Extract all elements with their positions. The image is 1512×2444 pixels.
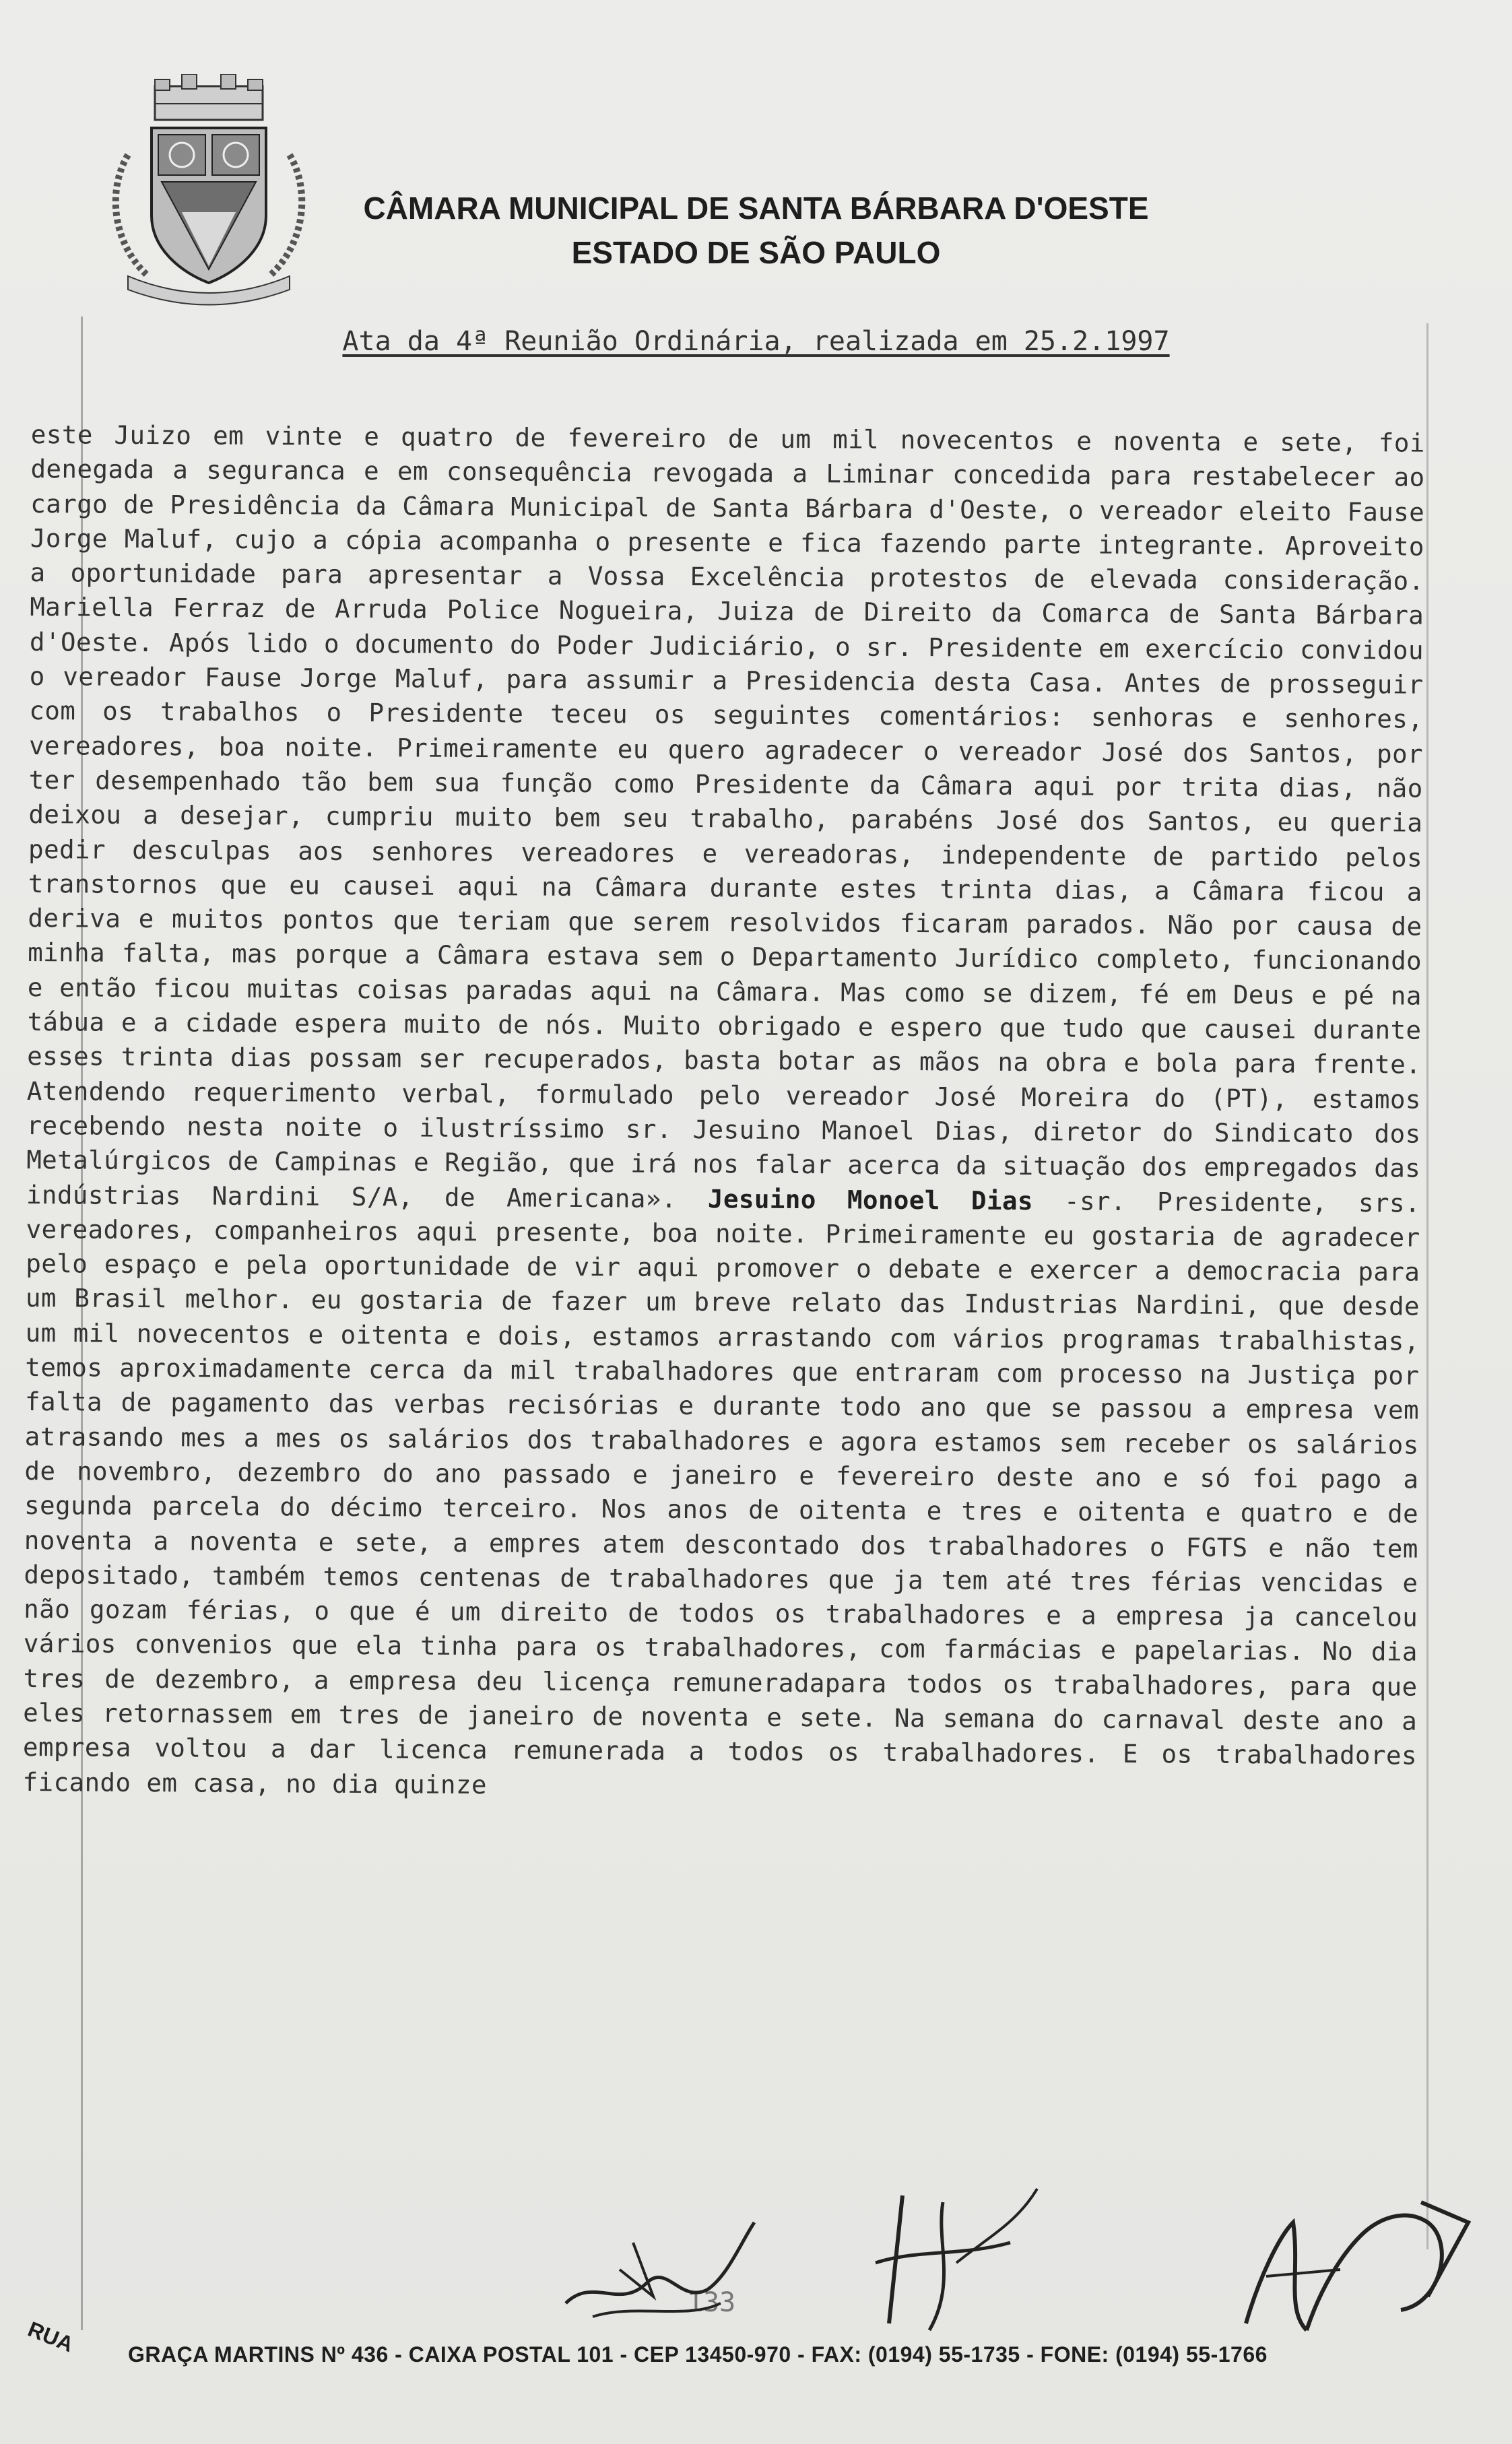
right-margin-line [1426,323,1428,2249]
signature-two [862,2182,1064,2337]
minutes-body [22,418,1424,1808]
speech-text: -sr. Presidente, srs. vereadores, companheiros aqui presente, boa noite. Primeiramente eu gostaria de agradecer pelo espaço e pela oportunidade de vir aqui promover o debate e exercer a democracia para um Brasil melhor. eu gostaria de fazer um breve relato das Industrias Nardini, que desde um mil novecentos e oitenta e dois, estamos arrastando com vários programas trabalhistas, temos aproximadamente cerca da mil trabalhadores que entraram com processo na Justiça por falta de pagamento das verbas recisórias e durante todo ano que se passou a empresa vem atrasando mes a mes os salários dos trabalhadores e agora estamos sem receber os salários de novembro, dezembro do ano passado e janeiro e fevereiro deste ano e só foi pago a segunda parcela do décimo terceiro. Nos anos de oitenta e tres e oitenta e quatro e de noventa a noventa e sete, a empres atem descontado dos trabalhadores o FGTS e não tem depositado, também temos centenas de trabalhadores que ja tem até tres férias vencidas e não gozam férias, o que é um direito de todos os trabalhadores e a empresa ja cancelou vários convenios que ela tinha para os trabalhadores, com farmácias e papelarias. No dia tres de dezembro, a empresa deu licença remuneradapara todos os trabalhadores, para que eles retornassem em tres de janeiro de noventa e sete. Na semana do carnaval deste ano a empresa voltou a dar licenca remunerada a todos os trabalhadores. E os trabalhadores ficando em casa, no dia quinze [22,1185,1421,1799]
institution-name: CÂMARA MUNICIPAL DE SANTA BÁRBARA D'OESTE [363,191,1149,226]
paragraph-text: este Juizo em vinte e quatro de fevereiro de um mil novecentos e noventa e sete, foi denegada a seguranca e em consequência revogada a Liminar concedida para restabelecer ao cargo de Presidência da Câmara Municipal de Santa Bárbara d'Oeste, o vereador eleito Fause Jorge Maluf, cujo a cópia acompanha o presente e fica fazendo parte integrante. Aproveito a oportunidade para apresentar a Vossa Excelência protestos de elevada consideração. Mariella Ferraz de Arruda Police Nogueira, Juiza de Direito da Comarca de Santa Bárbara d'Oeste. Após lido o documento do Poder Judiciário, o sr. Presidente em exercício convidou o vereador Fause Jorge Maluf, para assumir a Presidencia desta Casa. Antes de prosseguir com os trabalhos o Presidente teceu os seguintes comentários: senhoras e senhores, vereadores, boa noite. Primeiramente eu quero agradecer o vereador José dos Santos, por ter desempenhado tão bem sua função como Presidente da Câmara aqui por trita dias, não deixou a desejar, cumpriu muito bem seu trabalho, parabéns José dos Santos, eu queria pedir desculpas aos senhores vereadores e vereadoras, independente de partido pelos transtornos que eu causei aqui na Câmara durante estes trinta dias, a Câmara ficou a deriva e muitos pontos que teriam que serem resolvidos ficaram parados. Não por causa de minha falta, mas porque a Câmara estava sem o Departamento Jurídico completo, funcionando e então ficou muitas coisas paradas aqui na Câmara. Mas como se dizem, fé em Deus e pé na tábua e a cidade espera muito de nós. Muito obrigado e espero que tudo que causei durante esses trinta dias possam ser recuperados, basta botar as mãos na obra e bola para frente. Atendendo requerimento verbal, formulado pelo vereador José Moreira do (PT), estamos recebendo nesta noite o ilustríssimo sr. Jesuino Manoel Dias, diretor do Sindicato dos Metalúrgicos de Campinas e Região, que irá nos falar acerca da situação dos empregados das indústrias Nardini S/A, de Americana». [26,419,1425,1214]
page-number: 133 [687,2287,736,2318]
footer-street-prefix: RUA [24,2317,77,2357]
speaker-name: Jesuino Monoel Dias [707,1183,1034,1216]
footer-address: GRAÇA MARTINS Nº 436 - CAIXA POSTAL 101 - CEP 13450-970 - FAX: (0194) 55-1735 - FONE: (0194) 55-1766 [128,2342,1268,2367]
state-name: ESTADO DE SÃO PAULO [571,235,941,270]
letterhead-footer [24,2317,1475,2398]
minutes-paragraph [22,418,1424,1808]
minutes-title: Ata da 4ª Reunião Ordinária, realizada em 25.2.1997 [342,326,1170,357]
